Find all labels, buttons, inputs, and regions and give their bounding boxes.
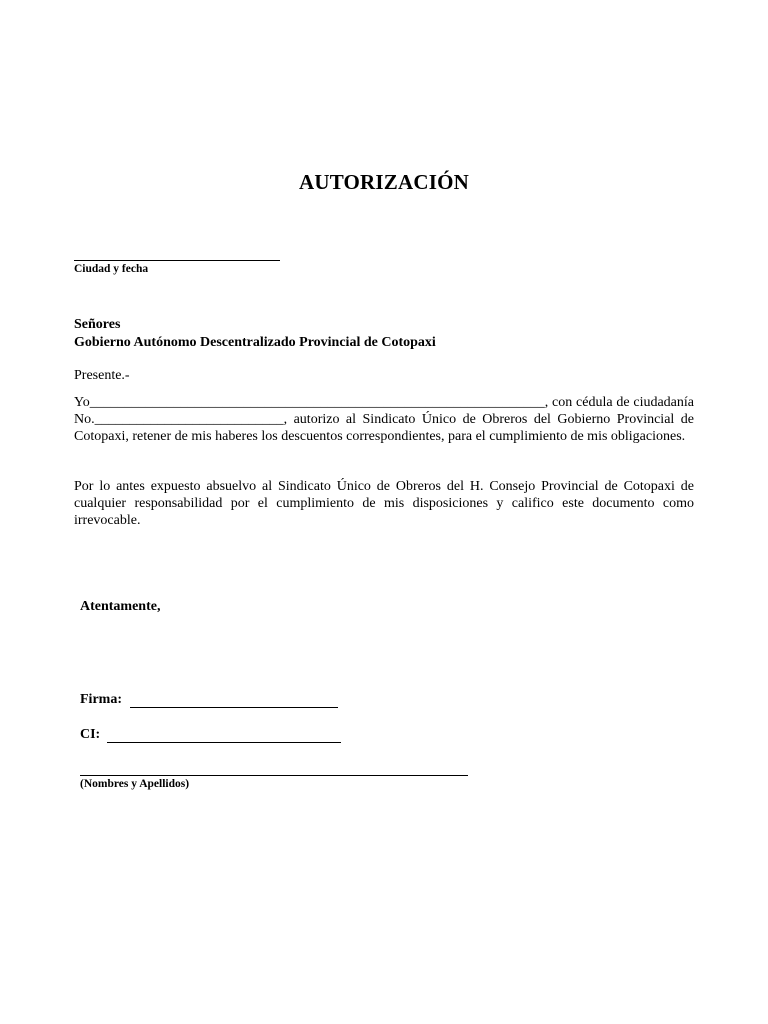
id-label: CI: [80,727,101,742]
id-field [80,727,341,743]
names-label: (Nombres y Apellidos) [80,778,190,790]
id-blank-line [107,728,341,743]
signature-blank-line [130,693,338,708]
addressee-block [74,316,436,352]
names-field [80,758,468,790]
greeting: Presente.- [74,368,130,383]
release-paragraph: Por lo antes expuesto absuelvo al Sindicato Único de Obreros del H. Consejo Provincial de Cotopaxi de cualquier responsabilidad por el cumplimiento de mis disposiciones y califico este documento como irrevocable. [74,479,694,528]
names-blank-line [80,758,468,776]
authorization-paragraph: Yo_________________________________________________________________, con cédula de ciudadanía No.___________________________, autorizo al Sindicato Único de Obreros del Gobierno Provincial de Cotopaxi, retener de mis haberes los descuentos correspondientes, para el cumplimiento de mis obligaciones. [74,395,694,444]
date-label: Ciudad y fecha [74,263,149,275]
date-field [74,244,280,275]
document-title: AUTORIZACIÓN [298,170,470,194]
signature-field [80,692,338,708]
closing: Atentamente, [80,599,161,614]
addressee-salutation: Señores [74,317,121,332]
addressee-organization: Gobierno Autónomo Descentralizado Provincial de Cotopaxi [74,335,436,350]
date-blank-line [74,244,280,261]
signature-label: Firma: [80,692,122,707]
